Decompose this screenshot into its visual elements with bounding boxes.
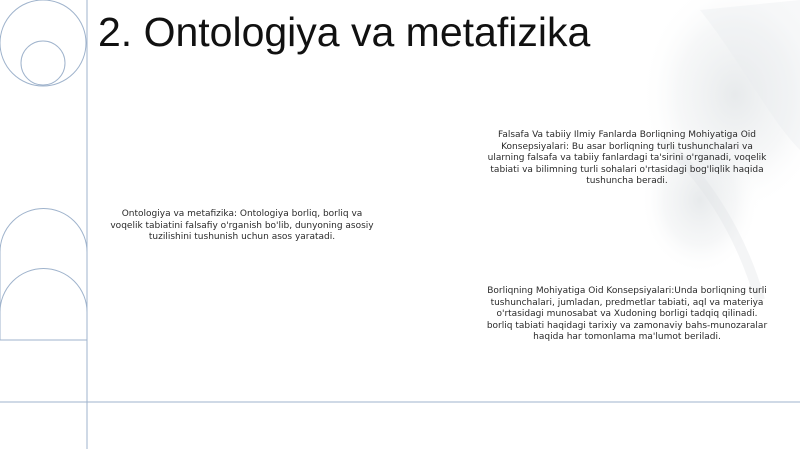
text-block-ontology: Ontologiya va metafizika: Ontologiya borliq, borliq va voqelik tabiatini falsafiy o'rganish bo'lib, dunyoning asosiy tuzilishini tushunish uchun asos yaratadi. bbox=[110, 209, 374, 242]
slide-title: 2. Ontologiya va metafizika bbox=[98, 9, 591, 55]
large-circle-decoration bbox=[0, 0, 86, 86]
arch-decoration bbox=[0, 208, 87, 252]
text-block-concepts-intro: Falsafa Va tabiiy Ilmiy Fanlarda Borliqning Mohiyatiga Oid Konsepsiyalari: Bu asar borliqning turli tushunchalari va ularning falsafa va tabiiy fanlardagi ta'sirini o'rganadi, voqelik tabiati va bilimning turli sohalari o'rtasidagi bog'liqlik haqida tushuncha beradi. bbox=[487, 130, 767, 186]
inner-arch-decoration bbox=[0, 269, 87, 313]
text-block-concepts-details: Borliqning Mohiyatiga Oid Konsepsiyalari:Unda borliqning turli tushunchalari, jumladan, predmetlar tabiati, aql va materiya o'rtasidagi munosabat va Xudoning borligi tadqiq qilinadi. borliq tabiati haqidagi tarixiy va zamonaviy bahs-munozaralar haqida har tomonlama ma'lumot beriladi. bbox=[486, 286, 768, 342]
small-circle-decoration bbox=[21, 41, 65, 85]
